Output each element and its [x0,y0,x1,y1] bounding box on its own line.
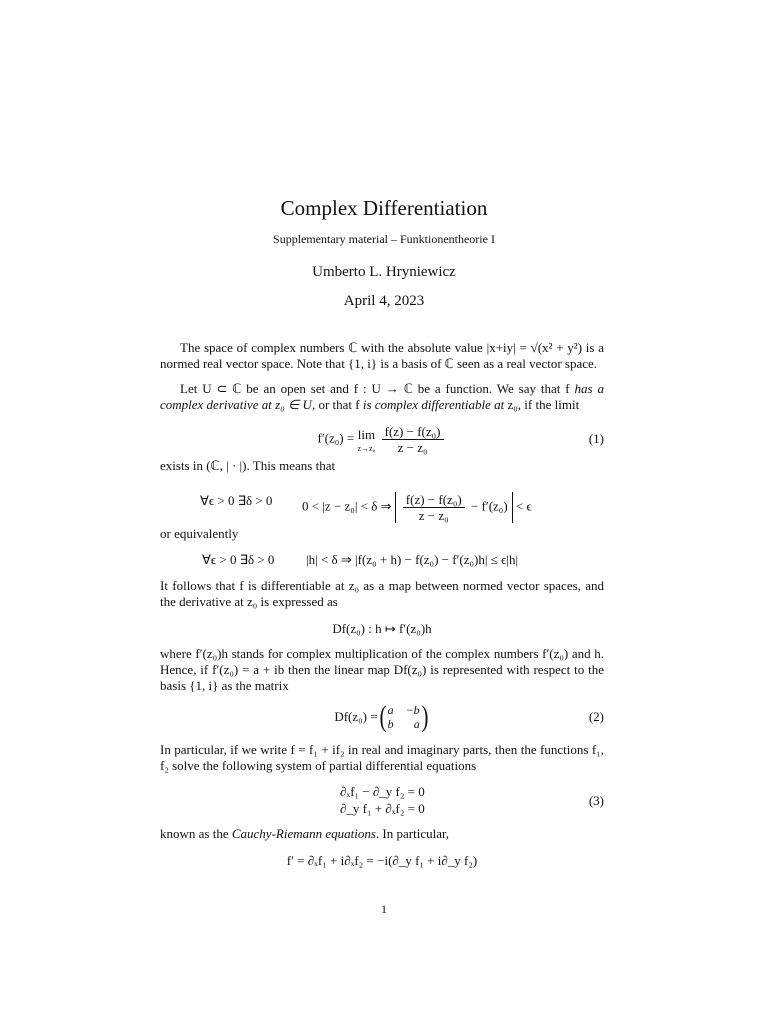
eq-b-tail: − f′(z₀) [470,498,508,514]
eq2-matrix [378,702,430,732]
cr-text-b: . In particular, [375,826,450,841]
cr-text-a: known as the [160,826,232,841]
eq-b-fraction [403,492,465,523]
equation-3 [160,783,604,819]
equation-1 [160,424,604,454]
definition-text-b: , or that f [311,397,363,412]
paragraph-real-imaginary: In particular, if we write f = f₁ + if₂ in real and imaginary parts, then the functions f₁, f₂ solve the following system of partial differential equations [160,742,604,773]
author-name: Umberto L. Hryniewicz [312,264,456,280]
eq-b-end: < ϵ [515,498,532,514]
matrix-entry: a [387,703,394,717]
eq-b-denominator: z − z₀ [418,508,449,523]
eq1-denominator: z − z₀ [397,440,428,455]
eq2-matrix-entries [388,703,420,731]
eq-d-body: Df(z₀) : h ↦ f′(z₀)h [332,621,432,636]
eq-e-body: f′ = ∂ₓf₁ + i∂ₓf₂ = −i(∂_y f₁ + i∂_y f₂) [286,853,478,868]
paragraph-equivalently: or equivalently [160,526,239,541]
definition-text-c: z₀, if the limit [504,397,580,412]
paragraph-multiplication: where f′(z₀)h stands for complex multiplication of the complex numbers f′(z₀) and h. Hence, if f′(z₀) = a + ib then the linear map Df(z₀) is represented with respect to the basis {1, i} as the matrix [160,646,604,693]
paragraph-definition [160,381,604,413]
matrix-entry: b [387,717,394,731]
definition-text-a: Let U ⊂ ℂ be an open set and f : U → ℂ be a function. We say that f [180,381,575,396]
eq-b-condition: 0 < |z − z₀| < δ ⇒ [302,498,392,514]
definition-emphasis-1: has a complex derivative at z₀ ∈ U [160,381,605,412]
eq-b-absolute [395,492,513,523]
left-paren-icon: ( [379,700,387,733]
eq2-lhs: Df(z₀) = [334,709,378,724]
equation-2 [160,700,604,734]
eq1-lhs: f′(z₀) = [317,430,358,446]
eq3-line-1: ∂ₓf₁ − ∂_y f₂ = 0 [340,784,425,799]
eq1-limit [357,426,375,453]
equation-1-label: (1) [588,431,604,446]
eq-c-quantifier: ∀ϵ > 0 ∃δ > 0 [202,552,275,567]
definition-emphasis-2: is complex differentiable at [362,397,505,412]
cr-emphasis: Cauchy-Riemann equations [231,826,376,841]
matrix-entry: a [413,717,420,731]
paper-subtitle: Supplementary material – Funktionentheorie I [273,232,495,246]
right-paren-icon: ) [421,700,429,733]
equation-3-label: (3) [588,793,604,808]
matrix-entry: −b [405,703,420,717]
paper-title: Complex Differentiation [280,196,488,220]
equation-epsilon-delta [160,484,604,523]
eq1-numerator: f(z) − f(z₀) [382,424,444,440]
eq-b-quantifier: ∀ϵ > 0 ∃δ > 0 [200,493,273,508]
eq1-lim-text: lim [357,427,376,442]
paragraph-intro: The space of complex numbers ℂ with the absolute value |x+iy| = √(x² + y²) is a normed real vector space. Note that {1, i} is a basis of ℂ seen as a real vector space. [160,340,604,371]
paragraph-differentiable: It follows that f is differentiable at z₀ as a map between normed vector spaces, and the derivative at z₀ is expressed as [160,578,604,609]
paragraph-cauchy-riemann [160,826,604,842]
page-number: 1 [381,902,387,916]
paragraph-exists: exists in (ℂ, | · |). This means that [160,458,336,473]
eq-c-body: |h| < δ ⇒ |f(z₀ + h) − f(z₀) − f′(z₀)h| ≤ ϵ|h| [306,552,519,567]
paper-date: April 4, 2023 [343,293,425,309]
equation-2-label: (2) [588,709,604,724]
eq-b-expression [302,492,532,523]
eq-b-numerator: f(z) − f(z₀) [403,492,465,508]
eq3-line-2: ∂_y f₁ + ∂ₓf₂ = 0 [340,801,425,816]
eq1-lim-subscript: z→z₀ [357,444,376,453]
eq1-fraction [382,424,444,455]
